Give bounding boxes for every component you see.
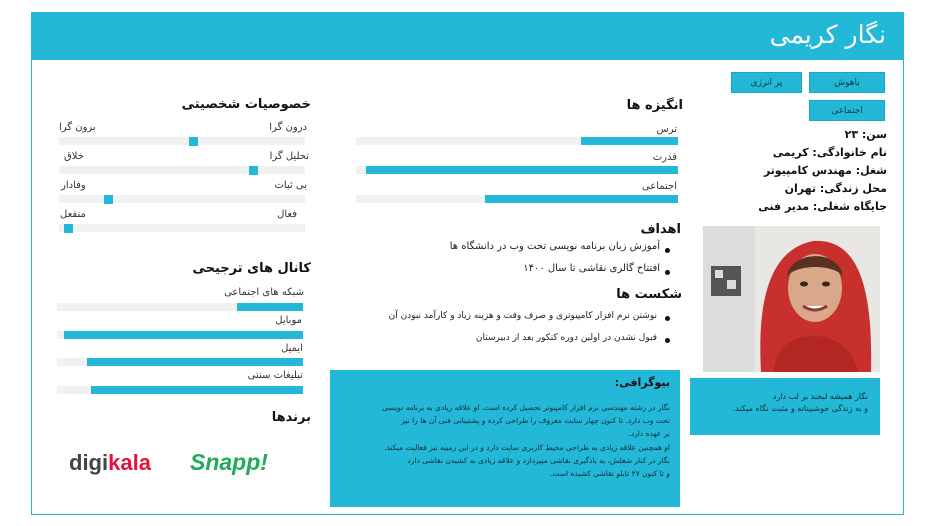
motivation-label-social: اجتماعی [641,181,677,192]
trait-left-label: برون گرا [59,122,96,133]
channel-bar-mobile [57,331,303,339]
trait-left-label: خلاق [64,151,84,162]
trait-right-label: تحلیل گرا [269,151,309,162]
channel-label: ایمیل [281,343,303,354]
header-bar [31,12,904,60]
trait-slider-2 [59,166,305,174]
info-position: جایگاه شغلی: مدیر فنی [758,200,887,213]
quote-box [690,378,880,435]
trait-slider-4 [59,224,305,232]
motivation-bar-power [356,166,678,174]
goals-title: اهداف [640,222,681,237]
info-family: نام خانوادگی: کریمی [772,146,887,159]
goal-item-2: افتتاح گالری نقاشی تا سال ۱۴۰۰ [523,263,660,274]
info-city: محل زندگی: تهران [784,182,887,195]
trait-left-label: منفعل [60,209,86,220]
motivation-label-power: قدرت [652,152,677,163]
motivation-label-fear: ترس [656,124,677,135]
motivation-bar-fear [356,137,678,145]
trait-slider-1 [59,137,305,145]
biography-box [330,370,680,507]
channel-label: شبکه های اجتماعی [224,287,304,298]
brands-title: برندها [271,410,311,425]
channel-label: موبایل [275,315,302,326]
info-age: سن: ۲۳ [844,128,887,141]
biography-line: بر عهده دارد. [628,429,670,438]
biography-title: بیوگرافی: [614,376,670,389]
goal-item-1: آموزش زبان برنامه نویسی تحت وب در دانشگاه ها [449,241,660,252]
motivations-title: انگیزه ها [626,98,683,113]
motivation-bar-social [356,195,678,203]
biography-line: و تا کنون ۲۷ تابلو نقاشی کشیده است. [550,469,670,478]
snapp-logo: Snapp! [190,449,268,475]
channel-bar-traditional [57,386,303,394]
info-job: شغل: مهندس کامپیوتر [763,164,887,177]
trait-left-label: وفادار [61,180,86,191]
failure-bullet-1 [665,316,670,321]
biography-line: نگار در رشته مهندسی نرم افزار کامپیوتر تحصیل کرده است. او علاقه زیادی به برنامه نویسی [382,403,670,412]
biography-line: نگار در کنار شغلش، به یادگیری نقاشی میپردازد و علاقه زیادی به کشیدن نقاشی دارد [407,456,670,465]
channels-title: کانال های ترجیحی [192,261,311,276]
channel-bar-social [57,303,303,311]
trait-right-label: فعال [277,209,297,220]
failures-title: شکست ها [616,287,682,302]
failure-bullet-2 [665,338,670,343]
channel-bar-email [57,358,303,366]
digikala-logo: digikala [69,450,151,475]
tag-social[interactable]: اجتماعی [809,100,885,121]
failure-item-1: نوشتن نرم افزار کامپیوتری و صرف وقت و هزینه زیاد و کارآمد نبودن آن [388,311,657,321]
tag-smart[interactable]: باهوش [809,72,885,93]
quote-line-1: نگار همیشه لبخند بر لب دارد [772,392,868,401]
personality-title: خصوصیات شخصیتی [181,97,311,112]
trait-right-label: درون گرا [269,122,307,133]
goal-bullet-1 [665,248,670,253]
persona-name: نگار کریمی [769,20,886,49]
failure-item-2: قبول نشدن در اولین دوره کنکور بعد از دبیرستان [475,333,657,343]
persona-photo [703,226,880,372]
quote-line-2: و به زندگی خوشبینانه و مثبت نگاه میکند. [732,404,868,413]
trait-slider-3 [59,195,305,203]
trait-right-label: بی ثبات [274,180,307,191]
biography-line: تحت وب دارد. تا کنون چهار سایت معروف را طراحی کرده و پشتیبانی فنی آن ها را نیز [401,416,670,425]
tag-energetic[interactable]: پر انرژی [731,72,802,93]
goal-bullet-2 [665,270,670,275]
biography-line: او همچنین علاقه زیادی به طراحی محیط کاربری سایت دارد و در این زمینه نیز فعالیت میکند. [384,443,670,452]
channel-label: تبلیغات سنتی [247,370,303,381]
